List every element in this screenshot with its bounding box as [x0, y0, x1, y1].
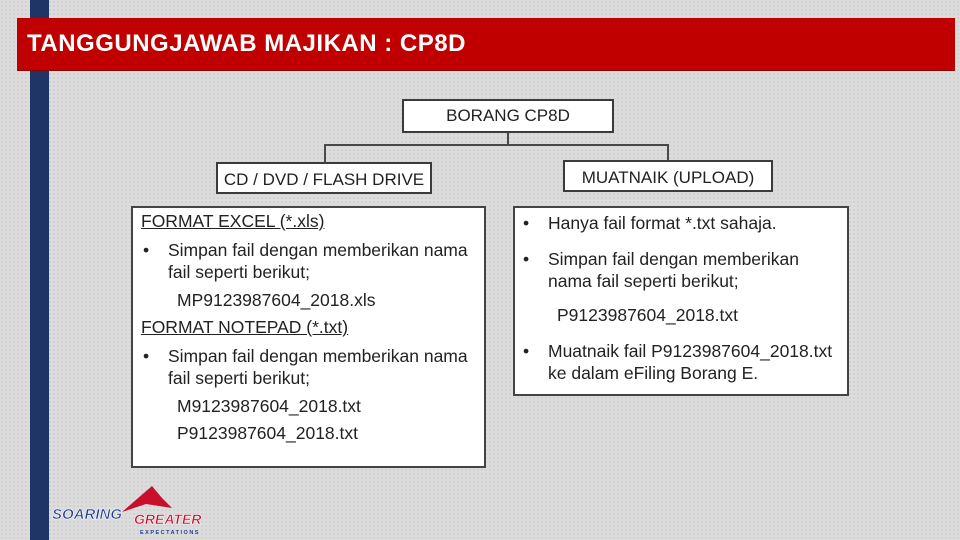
- diagram-left-branch-box: [216, 162, 432, 194]
- upload-bullet-1-text: Hanya fail format *.txt sahaja.: [548, 213, 777, 233]
- upload-bullet-3: [521, 340, 847, 384]
- excel-bullet: [141, 239, 484, 283]
- logo-word-greater: GREATER: [134, 511, 202, 527]
- bullet-marker: •: [523, 341, 530, 361]
- title-bar: [17, 18, 955, 71]
- diagram-right-branch-box: [563, 160, 773, 192]
- bullet-marker: •: [523, 249, 530, 269]
- bullet-marker: •: [143, 346, 150, 366]
- logo-swoosh: [122, 486, 172, 512]
- connector-left-down: [324, 144, 326, 163]
- excel-format-heading: FORMAT EXCEL (*.xls): [141, 211, 325, 231]
- logo-word-soaring: SOARING: [52, 506, 123, 523]
- connector-horizontal: [324, 144, 669, 146]
- diagram-root-box: [402, 99, 614, 133]
- diagram-root-label: BORANG CP8D: [446, 106, 570, 125]
- upload-bullet-2: [521, 248, 847, 292]
- upload-bullet-2-text: Simpan fail dengan memberikan nama fail seperti berikut;: [548, 249, 799, 291]
- side-accent-bar: [30, 0, 49, 540]
- notepad-format-heading: FORMAT NOTEPAD (*.txt): [141, 317, 349, 337]
- notepad-filename-2: P9123987604_2018.txt: [177, 423, 358, 443]
- notepad-bullet-text: Simpan fail dengan memberikan nama fail seperti berikut;: [168, 346, 468, 388]
- upload-bullet-3-text: Muatnaik fail P9123987604_2018.txt ke dalam eFiling Borang E.: [548, 341, 833, 383]
- left-content-panel: [131, 206, 486, 468]
- diagram-right-branch-label: MUATNAIK (UPLOAD): [581, 168, 755, 187]
- bullet-marker: •: [143, 240, 150, 260]
- page-title: TANGGUNGJAWAB MAJIKAN : CP8D: [27, 30, 466, 57]
- notepad-filename-1: M9123987604_2018.txt: [177, 396, 361, 416]
- excel-bullet-text: Simpan fail dengan memberikan nama fail seperti berikut;: [168, 240, 468, 282]
- soaring-greater-logo: [50, 484, 220, 536]
- excel-filename: MP9123987604_2018.xls: [177, 290, 376, 310]
- notepad-bullet: [141, 345, 484, 389]
- bullet-marker: •: [523, 213, 530, 233]
- right-content-panel: [513, 206, 849, 396]
- diagram-left-branch-label: CD / DVD / FLASH DRIVE: [223, 170, 425, 189]
- connector-right-down: [667, 144, 669, 161]
- logo-word-expectations: EXPECTATIONS: [140, 530, 200, 536]
- upload-bullet-1: [521, 212, 847, 234]
- upload-filename: P9123987604_2018.txt: [557, 305, 738, 325]
